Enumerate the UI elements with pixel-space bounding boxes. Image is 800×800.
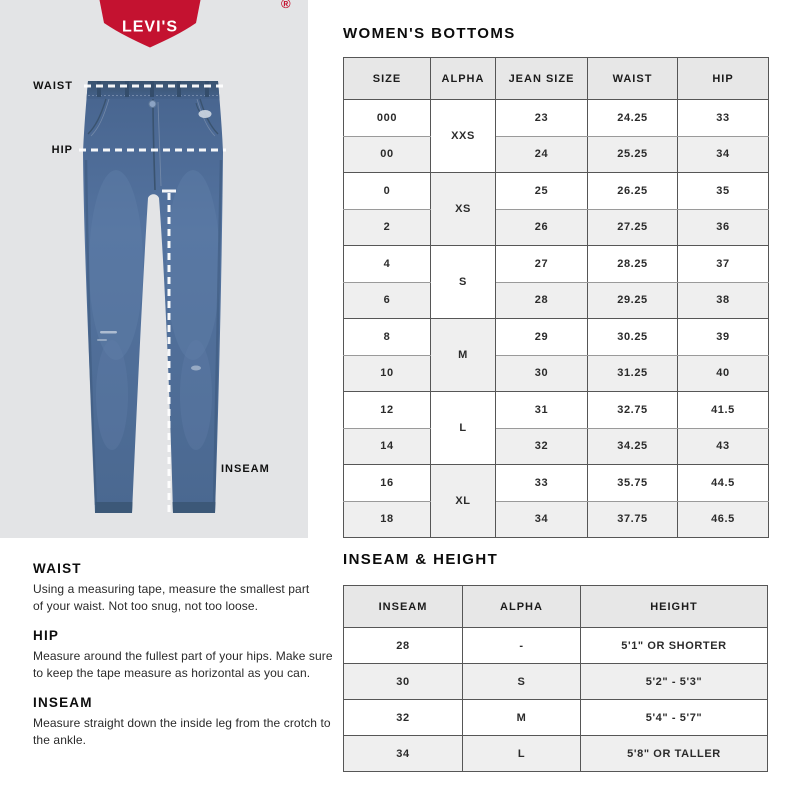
col-header-height: HEIGHT [581, 586, 768, 628]
col-header-hip: HIP [678, 58, 769, 100]
table-row: 000 XXS 23 24.25 33 [344, 100, 769, 137]
levis-wordmark: LEVI'S [121, 18, 179, 36]
tip-hip-line: to keep the tape measure as horizontal as you can. [33, 666, 311, 680]
alpha-cell-xxs: XXS [431, 100, 496, 173]
table-row: 16 XL 33 35.75 44.5 [344, 465, 769, 502]
bottoms-table-title: WOMEN'S BOTTOMS [343, 25, 516, 42]
alpha-cell-m: M [431, 319, 496, 392]
col-header-waist: WAIST [588, 58, 678, 100]
alpha-cell-l: L [431, 392, 496, 465]
tip-waist-line: of your waist. Not too snug, not too loose. [33, 599, 259, 613]
tip-inseam-line: the ankle. [33, 733, 87, 747]
tip-waist [33, 561, 353, 615]
table-row: 10 30 31.25 40 [344, 355, 769, 392]
tip-inseam [33, 695, 353, 749]
jeans-photo-panel [0, 0, 308, 538]
inseam-height-table [343, 585, 768, 772]
waist-measure-label: WAIST [33, 80, 73, 92]
table-row: 2 26 27.25 36 [344, 209, 769, 246]
inseam-header-row [344, 586, 768, 628]
table-row: 8 M 29 30.25 39 [344, 319, 769, 356]
table-row: 4 S 27 28.25 37 [344, 246, 769, 283]
table-row: 34 L 5'8" OR TALLER [344, 736, 768, 772]
measuring-tips [33, 561, 353, 762]
tip-inseam-heading: INSEAM [33, 695, 93, 710]
table-row: 00 24 25.25 34 [344, 136, 769, 173]
table-row: 28 - 5'1" OR SHORTER [344, 628, 768, 664]
alpha-cell-xl: XL [431, 465, 496, 538]
col-header-size: SIZE [344, 58, 431, 100]
table-row: 32 M 5'4" - 5'7" [344, 700, 768, 736]
table-row: 0 XS 25 26.25 35 [344, 173, 769, 210]
bottoms-header-row [344, 58, 769, 100]
registered-trademark-icon: ® [281, 0, 291, 11]
tip-waist-line: Using a measuring tape, measure the smallest part [33, 582, 310, 596]
table-row: 18 34 37.75 46.5 [344, 501, 769, 538]
col-header-inseam: INSEAM [344, 586, 463, 628]
col-header-jean-size: JEAN SIZE [496, 58, 588, 100]
tip-hip [33, 628, 353, 682]
tip-inseam-line: Measure straight down the inside leg from the crotch to [33, 716, 331, 730]
womens-bottoms-table [343, 57, 769, 538]
tip-hip-line: Measure around the fullest part of your hips. Make sure [33, 649, 333, 663]
tip-waist-heading: WAIST [33, 561, 82, 576]
table-row: 12 L 31 32.75 41.5 [344, 392, 769, 429]
inseam-table-title: INSEAM & HEIGHT [343, 551, 499, 568]
table-row: 6 28 29.25 38 [344, 282, 769, 319]
alpha-cell-s: S [431, 246, 496, 319]
table-row: 14 32 34.25 43 [344, 428, 769, 465]
hip-measure-label: HIP [51, 144, 73, 156]
table-row: 30 S 5'2" - 5'3" [344, 664, 768, 700]
tip-hip-heading: HIP [33, 628, 60, 643]
col-header-alpha: ALPHA [463, 586, 581, 628]
alpha-cell-xs: XS [431, 173, 496, 246]
inseam-measure-label: INSEAM [221, 463, 270, 475]
col-header-alpha: ALPHA [431, 58, 496, 100]
